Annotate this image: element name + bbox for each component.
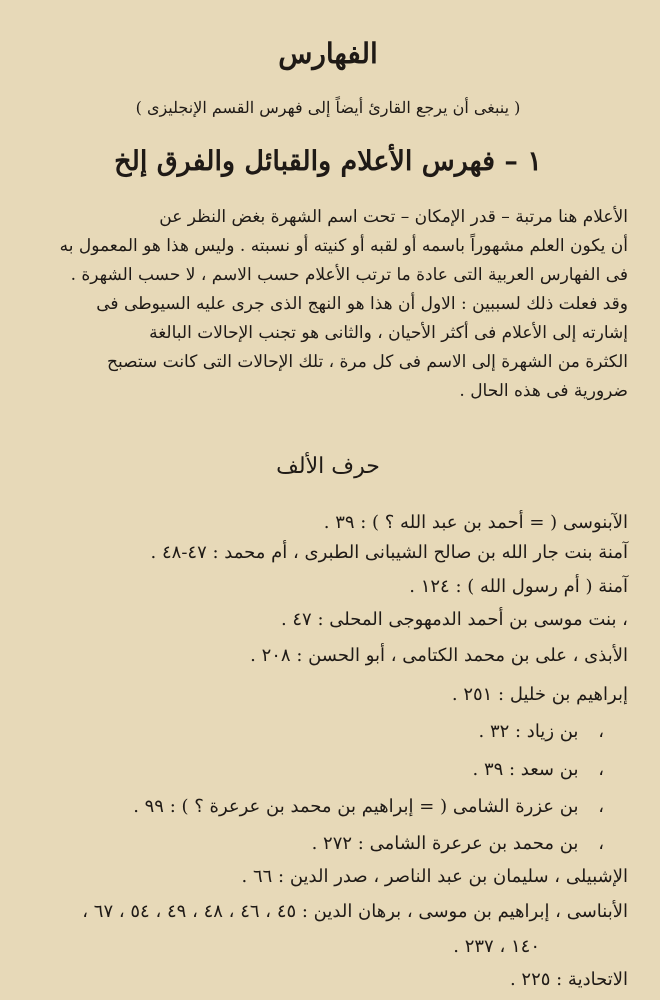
index-entry (28, 541, 628, 565)
index-entry-text: الأبناسى ، إبراهيم بن موسى ، برهان الدين : ٤٥ ، ٤٦ ، ٤٨ ، ٤٩ ، ٥٤ ، ٦٧ ، (82, 901, 628, 922)
intro-line: الكثرة من الشهرة إلى الاسم فى كل مرة ، تلك الإحالات التى كانت ستصبح (107, 352, 628, 372)
index-entry-text: ١٤٠ ، ٢٣٧ . (453, 936, 540, 957)
index-entry (28, 608, 628, 632)
section-heading: ١ – فهرس الأعلام والقبائل والفرق إلخ (114, 146, 542, 177)
index-entry-text: بن محمد بن عرعرة الشامى : ٢٧٢ . (311, 833, 579, 854)
index-entry-text: الآبنوسى ( = أحمد بن عبد الله ؟ ) : ٣٩ . (323, 512, 628, 533)
index-entry-text: آمنة ( أم رسول الله ) : ١٢٤ . (409, 576, 628, 597)
index-subentry (28, 758, 604, 782)
subentry-marker: ، (598, 759, 604, 780)
intro-line: إشارته إلى الأعلام فى أكثر الأحيان ، والثانى هو تجنب الإحالات البالغة (149, 323, 628, 343)
index-subentry (28, 832, 604, 856)
index-entry (28, 968, 628, 992)
index-entry-continuation (28, 935, 540, 959)
index-entry-text: الأبذى ، على بن محمد الكتامى ، أبو الحسن : ٢٠٨ . (250, 645, 628, 666)
page-title: الفهارس (278, 37, 378, 70)
index-entry (28, 644, 628, 668)
index-entry-text: بن عزرة الشامى ( = إبراهيم بن محمد بن عرعرة ؟ ) : ٩٩ . (133, 796, 579, 817)
index-entry (28, 575, 628, 599)
intro-line: وقد فعلت ذلك لسببين : الاول أن هذا هو النهج الذى جرى عليه السيوطى فى (96, 294, 628, 314)
index-subentry (28, 795, 604, 819)
index-entry-text: بن سعد : ٣٩ . (472, 759, 579, 780)
subentry-marker: ، (598, 721, 604, 742)
subentry-marker: ، (598, 833, 604, 854)
index-entry-text: إبراهيم بن خليل : ٢٥١ . (451, 684, 628, 705)
index-entry-text: ، بنت موسى بن أحمد الدمهوجى المحلى : ٤٧ . (280, 609, 628, 630)
index-entry (28, 865, 628, 889)
index-entry-text: بن زياد : ٣٢ . (478, 721, 579, 742)
index-subentry (28, 720, 604, 744)
index-entry-text: آمنة بنت جار الله بن صالح الشيبانى الطبرى ، أم محمد : ٤٧-٤٨ . (150, 542, 628, 563)
subentry-marker: ، (598, 796, 604, 817)
intro-line: ضرورية فى هذه الحال . (459, 381, 628, 401)
index-entry-text: الاتحادية : ٢٢٥ . (509, 969, 628, 990)
index-entry (28, 900, 628, 924)
intro-line: الأعلام هنا مرتبة – قدر الإمكان – تحت اسم الشهرة بغض النظر عن (159, 207, 628, 227)
index-entry (28, 511, 628, 535)
intro-line: فى الفهارس العربية التى عادة ما ترتب الأعلام حسب الاسم ، لا حسب الشهرة . (70, 265, 628, 285)
intro-line: أن يكون العلم مشهوراً باسمه أو لقبه أو كنيته أو نسبته . وليس هذا هو المعمول به (59, 236, 628, 256)
index-entry-text: الإشبيلى ، سليمان بن عبد الناصر ، صدر الدين : ٦٦ . (241, 866, 628, 887)
letter-heading: حرف الألف (276, 454, 380, 479)
page-subtitle: ( ينبغى أن يرجع القارئ أيضاً إلى فهرس القسم الإنجليزى ) (135, 98, 521, 117)
index-entry (28, 683, 628, 707)
